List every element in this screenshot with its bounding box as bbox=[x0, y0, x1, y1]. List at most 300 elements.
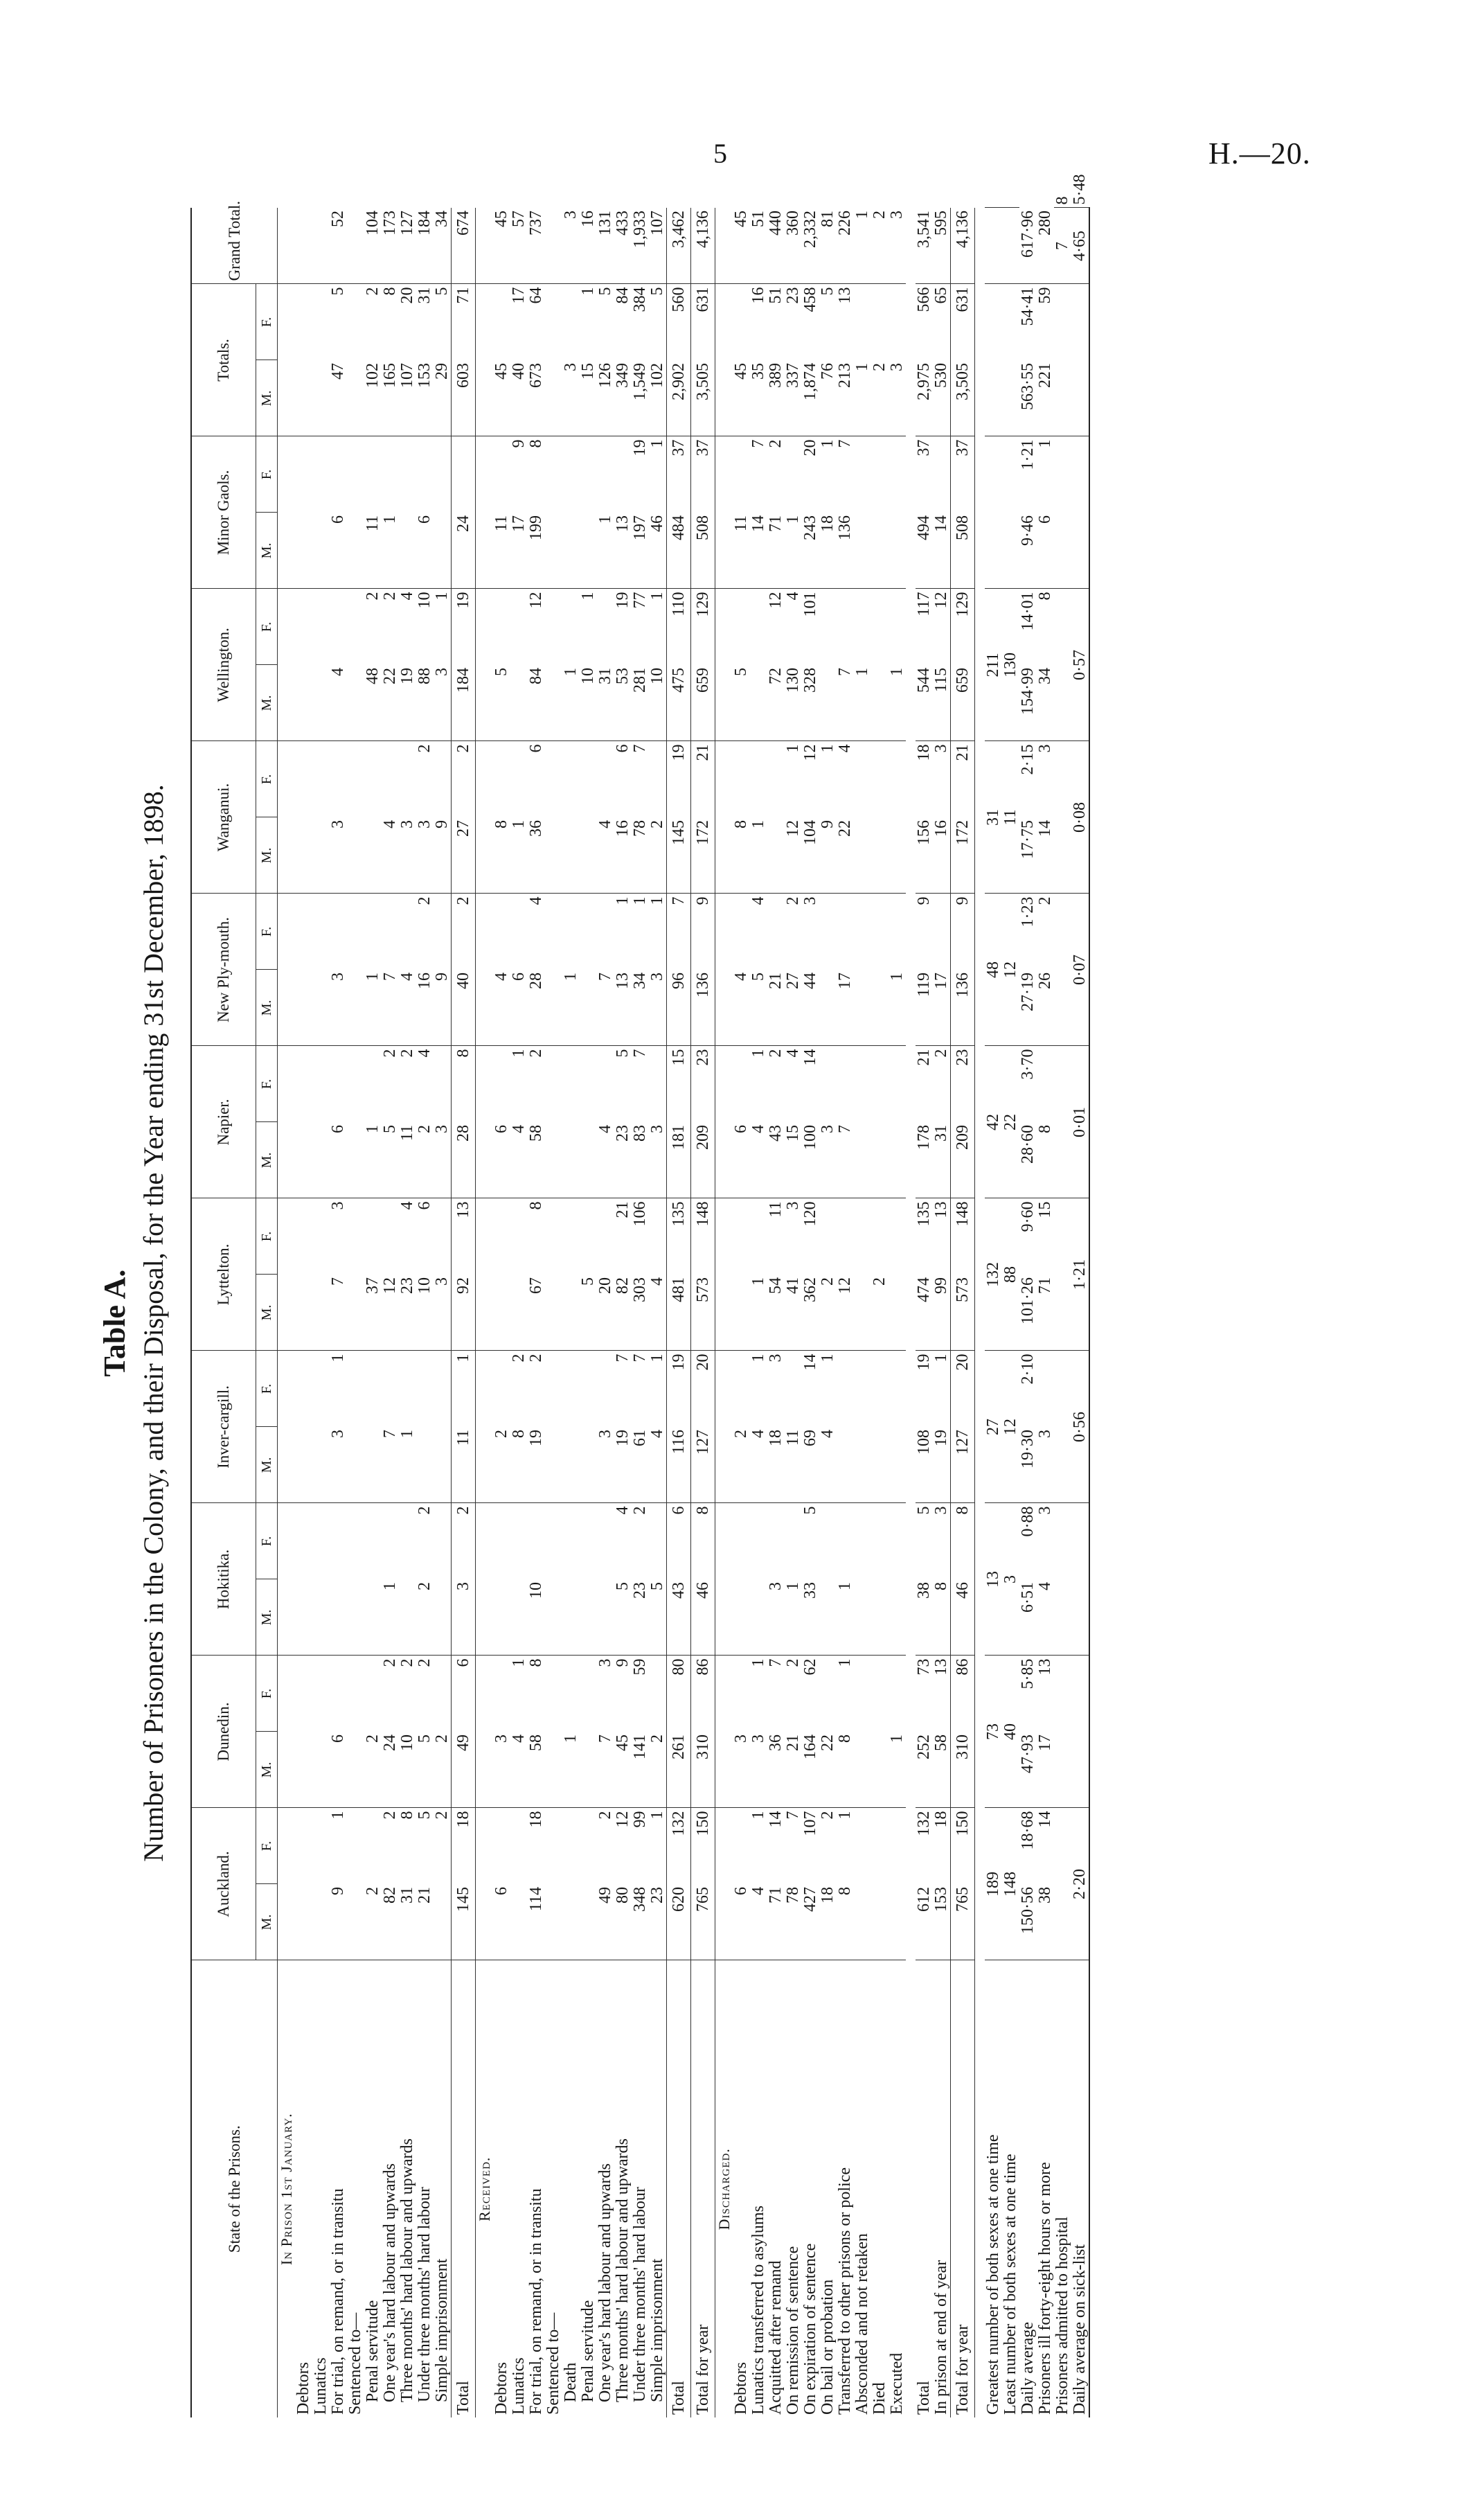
value-cell: 1 bbox=[1036, 439, 1054, 448]
value-cell bbox=[510, 589, 528, 665]
value-cell: 136 bbox=[691, 970, 715, 1046]
spacer-cell bbox=[975, 208, 985, 2417]
value-cell: 104 bbox=[802, 817, 819, 894]
value-cell bbox=[1037, 1046, 1054, 1122]
merged-value-cell bbox=[1002, 284, 1019, 436]
value-cell: 1 bbox=[631, 896, 649, 905]
merged-value-cell: 88 bbox=[1002, 1198, 1019, 1351]
table-row bbox=[416, 208, 434, 2417]
value-cell: 4 bbox=[398, 592, 416, 601]
value-cell bbox=[562, 284, 580, 360]
value-cell: 21 bbox=[767, 970, 785, 1046]
value-cell: 12 bbox=[785, 817, 802, 894]
row-label: Lunatics bbox=[312, 2357, 330, 2415]
value-cell: 508 bbox=[951, 513, 975, 589]
value-cell: 184 bbox=[416, 208, 434, 284]
merged-value-cell: 211 bbox=[985, 589, 1002, 741]
value-cell: 1 bbox=[784, 744, 802, 753]
empty-cell bbox=[715, 1198, 733, 1275]
value-cell: 83 bbox=[632, 1122, 649, 1198]
row-label: Under three months' hard labour bbox=[631, 2187, 649, 2402]
value-cell: 2 bbox=[527, 1049, 545, 1058]
value-cell: 4 bbox=[750, 1884, 767, 1960]
value-cell: 102 bbox=[649, 360, 667, 436]
empty-cell bbox=[715, 360, 733, 436]
table-subtitle: Number of Prisoners in the Colony, and their Disposal, for the Year ending 31st December, 1898. bbox=[138, 784, 169, 1862]
value-cell bbox=[312, 360, 330, 436]
value-cell: 2 bbox=[416, 896, 434, 905]
value-cell: 9 bbox=[915, 896, 933, 905]
value-cell: 17·75 bbox=[1019, 817, 1037, 894]
table-row bbox=[452, 208, 476, 2417]
value-cell bbox=[364, 894, 382, 970]
table-row bbox=[837, 208, 854, 2417]
value-cell: 1 bbox=[889, 665, 906, 741]
empty-cell bbox=[476, 589, 494, 665]
value-cell: 9 bbox=[330, 1884, 347, 1960]
value-cell bbox=[545, 1656, 562, 1732]
value-cell bbox=[452, 436, 476, 513]
value-cell: 563·55 bbox=[1019, 360, 1037, 436]
value-cell bbox=[649, 741, 667, 817]
value-cell: 117 bbox=[915, 592, 933, 616]
table-row bbox=[476, 208, 494, 2417]
value-cell: 23 bbox=[632, 1579, 649, 1656]
empty-cell bbox=[476, 1122, 494, 1198]
row-label: Daily average on sick-list bbox=[1071, 1960, 1089, 2417]
value-cell bbox=[580, 1579, 597, 1656]
value-cell: 40 bbox=[510, 360, 528, 436]
value-cell: 14 bbox=[933, 513, 951, 589]
empty-cell bbox=[476, 284, 494, 360]
row-label: One year's hard labour and upwards bbox=[596, 2163, 614, 2402]
value-cell: 2 bbox=[381, 1811, 399, 1820]
value-cell bbox=[382, 436, 399, 513]
value-cell: 154·99 bbox=[1019, 665, 1037, 741]
value-cell: 21 bbox=[614, 1201, 632, 1218]
value-cell: 31 bbox=[416, 287, 434, 304]
value-cell: 45 bbox=[493, 208, 510, 284]
value-cell bbox=[434, 1351, 452, 1427]
value-cell: 2 bbox=[527, 1354, 545, 1363]
row-label: Total bbox=[915, 2381, 933, 2415]
value-cell bbox=[399, 1579, 416, 1656]
value-cell: 6·51 bbox=[1019, 1579, 1037, 1656]
value-cell: 4 bbox=[510, 1732, 528, 1808]
value-cell: 10 bbox=[416, 592, 434, 609]
value-cell: 104 bbox=[364, 208, 382, 284]
value-cell: 73 bbox=[915, 1658, 933, 1676]
value-cell bbox=[837, 589, 854, 665]
value-cell: 184 bbox=[452, 665, 476, 741]
merged-value-cell: 0·07 bbox=[1071, 894, 1089, 1046]
value-cell: 1 bbox=[510, 1049, 528, 1058]
value-cell bbox=[295, 1046, 312, 1122]
value-cell bbox=[545, 817, 562, 894]
merged-value-cell bbox=[1054, 894, 1071, 1046]
value-cell: 2 bbox=[733, 1427, 750, 1503]
empty-cell bbox=[476, 970, 494, 1046]
value-cell: 27·19 bbox=[1019, 970, 1037, 1046]
value-cell: 3·70 bbox=[1019, 1049, 1037, 1080]
value-cell bbox=[614, 436, 632, 513]
empty-cell bbox=[715, 1351, 733, 1427]
value-cell bbox=[854, 284, 871, 360]
table-row bbox=[278, 208, 296, 2417]
value-cell: 5 bbox=[750, 970, 767, 1046]
empty-cell bbox=[278, 1808, 296, 1884]
value-cell bbox=[854, 589, 871, 665]
value-cell: 172 bbox=[951, 817, 975, 894]
value-cell: 19·30 bbox=[1019, 1427, 1037, 1503]
empty-cell bbox=[476, 1198, 494, 1275]
empty-cell bbox=[715, 1579, 733, 1656]
table-row bbox=[597, 208, 614, 2417]
value-cell: 12 bbox=[527, 592, 545, 609]
empty-cell bbox=[476, 1046, 494, 1122]
table-row: Daily average on sick-list 2·20 0·56 1·21 0·01 0·07 0·08 0·57 4·65 5·48 bbox=[1071, 208, 1089, 2417]
male-subheader: M. bbox=[256, 513, 278, 589]
value-cell bbox=[364, 817, 382, 894]
value-cell: 37 bbox=[691, 436, 715, 513]
value-cell: 132 bbox=[667, 1808, 691, 1884]
value-cell bbox=[295, 1198, 312, 1275]
value-cell: 37 bbox=[364, 1275, 382, 1351]
empty-cell bbox=[476, 513, 494, 589]
value-cell bbox=[295, 589, 312, 665]
empty-cell bbox=[476, 1427, 494, 1503]
value-cell: 13 bbox=[452, 1198, 476, 1275]
value-cell bbox=[545, 1579, 562, 1656]
value-cell: 8 bbox=[398, 1811, 416, 1820]
value-cell bbox=[837, 894, 854, 970]
value-cell: 23 bbox=[614, 1122, 632, 1198]
female-subheader: F. bbox=[256, 1656, 278, 1732]
value-cell bbox=[580, 1046, 597, 1122]
value-cell bbox=[562, 1122, 580, 1198]
value-cell: 19 bbox=[452, 589, 476, 665]
value-cell: 2 bbox=[452, 741, 476, 817]
value-cell bbox=[889, 1198, 906, 1275]
merged-value-cell: 73 bbox=[985, 1656, 1002, 1808]
value-cell: 3 bbox=[733, 1732, 750, 1808]
value-cell: 1 bbox=[579, 287, 597, 296]
value-cell: 15 bbox=[785, 1122, 802, 1198]
value-cell: 27 bbox=[452, 817, 476, 894]
female-subheader: F. bbox=[256, 1808, 278, 1884]
value-cell: 51 bbox=[750, 208, 767, 284]
table-row bbox=[933, 208, 951, 2417]
value-cell: 80 bbox=[614, 1884, 632, 1960]
value-cell bbox=[562, 513, 580, 589]
table-row bbox=[580, 208, 597, 2417]
value-cell bbox=[312, 284, 330, 360]
value-cell: 78 bbox=[632, 817, 649, 894]
female-subheader: F. bbox=[256, 1198, 278, 1275]
merged-value-cell: 4·65 bbox=[1071, 208, 1089, 284]
value-cell bbox=[493, 1503, 510, 1579]
value-cell bbox=[545, 1808, 562, 1884]
merged-value-cell: 42 bbox=[985, 1046, 1002, 1198]
merged-value-cell: 40 bbox=[1002, 1656, 1019, 1808]
value-cell bbox=[819, 1046, 837, 1122]
empty-cell bbox=[278, 1275, 296, 1351]
value-cell: 226 bbox=[837, 208, 854, 284]
row-label: Debtors bbox=[294, 2362, 312, 2415]
value-cell: 3 bbox=[330, 970, 347, 1046]
value-cell: 310 bbox=[951, 1732, 975, 1808]
value-cell: 1 bbox=[889, 1732, 906, 1808]
value-cell bbox=[312, 1579, 330, 1656]
value-cell: 19 bbox=[667, 741, 691, 817]
value-cell bbox=[854, 1275, 871, 1351]
value-cell: 484 bbox=[667, 513, 691, 589]
value-cell bbox=[889, 1579, 906, 1656]
value-cell: 31 bbox=[399, 1884, 416, 1960]
row-label: Lunatics transferred to asylums bbox=[749, 2206, 767, 2415]
merged-value-cell: 12 bbox=[1002, 894, 1019, 1046]
value-cell: 494 bbox=[916, 513, 933, 589]
value-cell: 71 bbox=[767, 513, 785, 589]
value-cell: 14·01 bbox=[1019, 592, 1037, 631]
merged-value-cell bbox=[1054, 1046, 1071, 1198]
value-cell: 181 bbox=[667, 1122, 691, 1198]
value-cell: 114 bbox=[528, 1884, 545, 1960]
value-cell bbox=[347, 970, 364, 1046]
value-cell bbox=[580, 894, 597, 970]
value-cell bbox=[545, 360, 562, 436]
value-cell bbox=[889, 1351, 906, 1427]
empty-cell bbox=[715, 970, 733, 1046]
value-cell bbox=[1037, 1351, 1054, 1427]
value-cell: 41 bbox=[785, 1275, 802, 1351]
value-cell: 303 bbox=[632, 1275, 649, 1351]
male-subheader: M. bbox=[256, 1884, 278, 1960]
value-cell bbox=[364, 1198, 382, 1275]
value-cell bbox=[562, 1884, 580, 1960]
value-cell bbox=[416, 1351, 434, 1427]
value-cell: 6 bbox=[452, 1656, 476, 1732]
value-cell: 433 bbox=[614, 208, 632, 284]
value-cell: 8 bbox=[1036, 592, 1054, 601]
value-cell: 1,549 bbox=[632, 360, 649, 436]
value-cell: 5 bbox=[580, 1275, 597, 1351]
value-cell bbox=[347, 1351, 364, 1427]
table-row bbox=[750, 208, 767, 2417]
merged-value-cell bbox=[1071, 1656, 1089, 1808]
empty-cell bbox=[278, 1579, 296, 1656]
value-cell bbox=[785, 436, 802, 513]
empty-cell bbox=[278, 1884, 296, 1960]
row-label: Three months' hard labour and upwards bbox=[614, 2138, 632, 2402]
merged-value-cell: 0·56 bbox=[1071, 1351, 1089, 1503]
empty-cell bbox=[476, 817, 494, 894]
female-subheader: F. bbox=[256, 894, 278, 970]
value-cell: 82 bbox=[614, 1275, 632, 1351]
male-subheader: M. bbox=[256, 1579, 278, 1656]
value-cell: 23 bbox=[784, 287, 802, 304]
row-label: Greatest number of both sexes at one time bbox=[984, 2134, 1002, 2415]
value-cell: 58 bbox=[528, 1122, 545, 1198]
value-cell: 566 bbox=[915, 287, 933, 312]
value-cell: 3,505 bbox=[691, 360, 715, 436]
value-cell bbox=[295, 1503, 312, 1579]
value-cell bbox=[871, 1046, 889, 1122]
female-subheader: F. bbox=[256, 741, 278, 817]
value-cell bbox=[649, 1046, 667, 1122]
page-number: 5 bbox=[713, 138, 727, 169]
value-cell bbox=[545, 1275, 562, 1351]
value-cell: 8 bbox=[527, 439, 545, 448]
prison-header: Totals. bbox=[191, 284, 256, 436]
merged-value-cell: 130 bbox=[1002, 589, 1019, 741]
value-cell bbox=[733, 284, 750, 360]
row-label: In prison at end of year bbox=[932, 2260, 950, 2415]
value-cell bbox=[819, 1579, 837, 1656]
value-cell: 5 bbox=[382, 1122, 399, 1198]
value-cell: 7 bbox=[767, 1658, 785, 1667]
table-row bbox=[528, 208, 545, 2417]
value-cell: 3,541 bbox=[916, 208, 933, 284]
document-reference: H.—20. bbox=[1208, 136, 1311, 170]
value-cell: 389 bbox=[767, 360, 785, 436]
value-cell bbox=[597, 1046, 614, 1122]
value-cell: 328 bbox=[802, 665, 819, 741]
value-cell: 126 bbox=[597, 360, 614, 436]
table-row bbox=[715, 208, 733, 2417]
value-cell bbox=[493, 436, 510, 513]
value-cell bbox=[854, 1046, 871, 1122]
table-row bbox=[434, 208, 452, 2417]
value-cell: 11 bbox=[399, 1122, 416, 1198]
value-cell: 4 bbox=[750, 1427, 767, 1503]
value-cell bbox=[597, 1503, 614, 1579]
value-cell bbox=[347, 1884, 364, 1960]
value-cell bbox=[330, 741, 347, 817]
empty-cell bbox=[278, 284, 296, 360]
value-cell: 100 bbox=[802, 1122, 819, 1198]
value-cell: 2,332 bbox=[802, 208, 819, 284]
value-cell bbox=[750, 1579, 767, 1656]
value-cell: 18 bbox=[819, 513, 837, 589]
male-subheader: M. bbox=[256, 1122, 278, 1198]
table-row bbox=[854, 208, 871, 2417]
empty-cell bbox=[476, 741, 494, 817]
value-cell: 51 bbox=[767, 287, 785, 304]
value-cell: 2·15 bbox=[1019, 744, 1037, 775]
value-cell: 3 bbox=[889, 208, 906, 284]
value-cell bbox=[493, 1351, 510, 1427]
value-cell: 71 bbox=[767, 1884, 785, 1960]
value-cell: 7 bbox=[631, 1049, 649, 1058]
value-cell: 28 bbox=[452, 1122, 476, 1198]
row-label: Debtors bbox=[732, 2362, 750, 2415]
value-cell: 119 bbox=[916, 970, 933, 1046]
empty-cell bbox=[715, 1503, 733, 1579]
table-row bbox=[399, 208, 416, 2417]
value-cell: 3,505 bbox=[951, 360, 975, 436]
value-cell bbox=[854, 1198, 871, 1275]
value-cell: 4 bbox=[399, 970, 416, 1046]
value-cell: 4 bbox=[784, 592, 802, 601]
empty-cell bbox=[715, 1275, 733, 1351]
empty-cell bbox=[476, 1656, 494, 1732]
value-cell: 7 bbox=[631, 1354, 649, 1363]
value-cell: 13 bbox=[614, 513, 632, 589]
value-cell: 5 bbox=[596, 287, 614, 296]
value-cell: 65 bbox=[932, 287, 950, 304]
value-cell bbox=[434, 1503, 452, 1579]
value-cell: 1 bbox=[749, 1811, 767, 1820]
value-cell: 5 bbox=[433, 287, 451, 296]
empty-cell bbox=[715, 665, 733, 741]
value-cell: 2 bbox=[871, 1275, 889, 1351]
empty-cell bbox=[476, 1884, 494, 1960]
value-cell: 2 bbox=[596, 1811, 614, 1820]
row-label: Penal servitude bbox=[364, 2300, 382, 2402]
value-cell bbox=[295, 1122, 312, 1198]
empty-cell bbox=[278, 741, 296, 817]
value-cell bbox=[364, 1503, 382, 1579]
value-cell: 3 bbox=[889, 360, 906, 436]
value-cell: 3 bbox=[596, 1658, 614, 1667]
value-cell bbox=[434, 1579, 452, 1656]
value-cell: 1 bbox=[785, 1579, 802, 1656]
value-cell: 243 bbox=[802, 513, 819, 589]
value-cell: 99 bbox=[933, 1275, 951, 1351]
value-cell: 8 bbox=[733, 817, 750, 894]
value-cell: 15 bbox=[580, 360, 597, 436]
prison-header: Inver-cargill. bbox=[191, 1351, 256, 1503]
value-cell: 23 bbox=[691, 1046, 715, 1122]
value-cell bbox=[347, 208, 364, 284]
row-label: Executed bbox=[888, 2352, 906, 2415]
empty-cell bbox=[715, 1427, 733, 1503]
value-cell: 1 bbox=[364, 1122, 382, 1198]
row-label: On remission of sentence bbox=[784, 2246, 802, 2415]
value-cell bbox=[347, 1808, 364, 1884]
row-label: Three months' hard labour and upwards bbox=[398, 2138, 416, 2402]
value-cell bbox=[416, 1427, 434, 1503]
value-cell bbox=[330, 1579, 347, 1656]
value-cell: 17 bbox=[510, 513, 528, 589]
value-cell: 2 bbox=[871, 208, 889, 284]
value-cell: 7 bbox=[667, 894, 691, 970]
value-cell bbox=[871, 1732, 889, 1808]
value-cell bbox=[889, 1275, 906, 1351]
value-cell: 1 bbox=[648, 1811, 666, 1820]
empty-cell bbox=[278, 1656, 296, 1732]
table-row bbox=[906, 208, 916, 2417]
value-cell bbox=[733, 1656, 750, 1732]
row-label: Simple imprisonment bbox=[648, 2258, 666, 2402]
value-cell bbox=[854, 1808, 871, 1884]
value-cell: 595 bbox=[933, 208, 951, 284]
value-cell: 2 bbox=[784, 896, 802, 905]
value-cell bbox=[295, 1808, 312, 1884]
state-header: State of the Prisons. bbox=[191, 1960, 278, 2417]
table-row bbox=[382, 208, 399, 2417]
value-cell: 101·26 bbox=[1019, 1275, 1037, 1351]
empty-cell bbox=[278, 360, 296, 436]
value-cell: 1 bbox=[614, 896, 632, 905]
value-cell bbox=[312, 817, 330, 894]
value-cell: 1 bbox=[854, 208, 871, 284]
value-cell bbox=[750, 741, 767, 817]
value-cell: 481 bbox=[667, 1275, 691, 1351]
value-cell bbox=[510, 1503, 528, 1579]
value-cell bbox=[510, 1579, 528, 1656]
